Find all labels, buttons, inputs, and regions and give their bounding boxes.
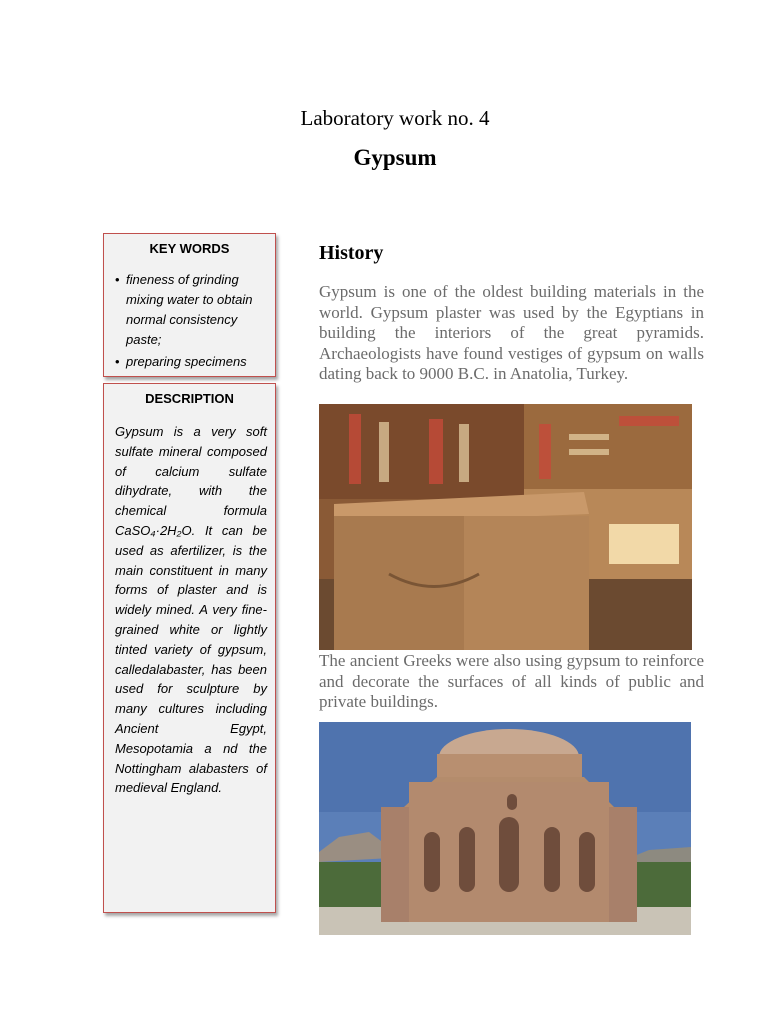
key-word-item: • preparing specimens — [115, 352, 266, 372]
key-words-list — [104, 270, 275, 372]
page-title: Gypsum — [353, 145, 437, 170]
description-title: DESCRIPTION — [145, 391, 234, 406]
domed-mausoleum-photo — [319, 722, 691, 935]
lab-work-subtitle: Laboratory work no. 4 — [300, 106, 490, 130]
key-words-box — [103, 233, 276, 377]
egyptian-tomb-sarcophagus-photo — [319, 404, 692, 650]
description-box — [103, 383, 276, 913]
history-paragraph-2: The ancient Greeks were also using gypsum to reinforce and decorate the surfaces of all kinds of public and private buildings. — [319, 651, 704, 712]
description-text: Gypsum is a very soft sulfate mineral composed of calcium sulfate dihydrate, with the chemical formula CaSO₄·2H₂O. It can be used as afertilizer, is the main constituent in many forms of plaster and is widely mined. A very fine-grained white or lightly tinted variety of gypsum, calledalabaster, has been used for sculpture by many cultures including Ancient Egypt, Mesopotamia a nd the Nottingham alabasters of medieval England. — [115, 424, 267, 796]
key-word-item: • fineness of grinding mixing water to obtain normal consistency paste; — [115, 270, 266, 350]
history-paragraph-1: Gypsum is one of the oldest building materials in the world. Gypsum plaster was used by the Egyptians in building the interiors of the great pyramids. Archaeologists have found vestiges of gypsum on walls dating back to 9000 B.C. in Anatolia, Turkey. — [319, 282, 704, 384]
history-heading: History — [319, 242, 384, 264]
key-words-title: KEY WORDS — [149, 241, 230, 256]
